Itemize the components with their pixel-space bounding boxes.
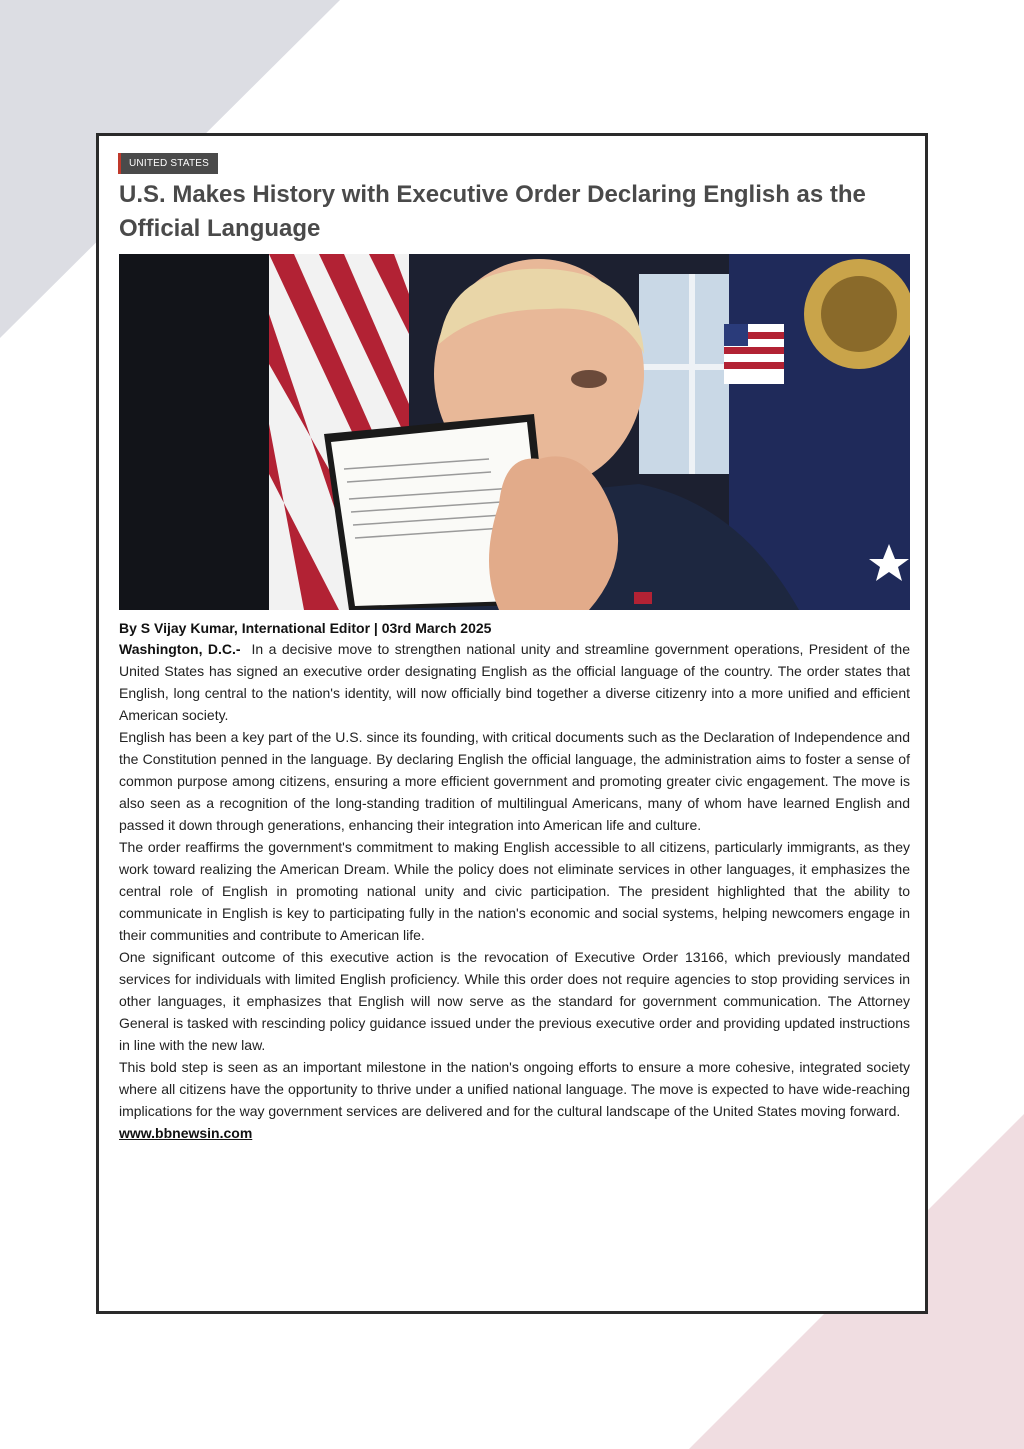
article-byline: By S Vijay Kumar, International Editor | 03rd March 2025 xyxy=(119,620,492,636)
article-paragraph-2: English has been a key part of the U.S. since its founding, with critical documents such as the Declaration of Independence and the Constitution penned in the language. By declaring English the official language, the administration aims to foster a sense of common purpose among citizens, ensuring a more efficient government and promoting greater civic engagement. The move is also seen as a recognition of the long-standing tradition of multilingual Americans, many of whom have learned English and passed it down through generations, enhancing their integration into American life and culture. xyxy=(119,729,910,833)
article-paragraph-1 xyxy=(119,638,910,726)
article-photo xyxy=(119,254,910,610)
dateline: Washington, D.C.- xyxy=(119,641,241,657)
category-tag[interactable]: UNITED STATES xyxy=(118,153,218,174)
article-card xyxy=(96,133,928,1314)
paragraph-text: In a decisive move to strengthen national unity and streamline government operations, President of the United States has signed an executive order designating English as the official language of the country. The order states that English, long central to the nation's identity, will now officially bind together a diverse citizenry into a more unified and efficient American society. xyxy=(119,641,910,723)
article-paragraph-5: This bold step is seen as an important milestone in the nation's ongoing efforts to ensure a more cohesive, integrated society where all citizens have the opportunity to thrive under a unified national language. The move is expected to have wide-reaching implications for the way government services are delivered and for the cultural landscape of the United States moving forward. xyxy=(119,1059,910,1119)
article-paragraph-3: The order reaffirms the government's commitment to making English accessible to all citizens, particularly immigrants, as they work toward realizing the American Dream. While the policy does not eliminate services in other languages, it emphasizes the central role of English in promoting national unity and civic participation. The president highlighted that the ability to communicate in English is key to participating fully in the nation's economic and social systems, helping newcomers engage in their communities and contribute to American life. xyxy=(119,839,910,943)
article-headline: U.S. Makes History with Executive Order Declaring English as the Official Language xyxy=(119,181,866,242)
article-body xyxy=(119,638,910,1144)
website-link[interactable]: www.bbnewsin.com xyxy=(119,1125,253,1141)
article-paragraph-4: One significant outcome of this executive action is the revocation of Executive Order 13166, which previously mandated services for individuals with limited English proficiency. While this order does not require agencies to stop providing services in other languages, it emphasizes that English will now serve as the standard for government communication. The Attorney General is tasked with rescinding policy guidance issued under the previous executive order and providing updated instructions in line with the new law. xyxy=(119,949,910,1053)
